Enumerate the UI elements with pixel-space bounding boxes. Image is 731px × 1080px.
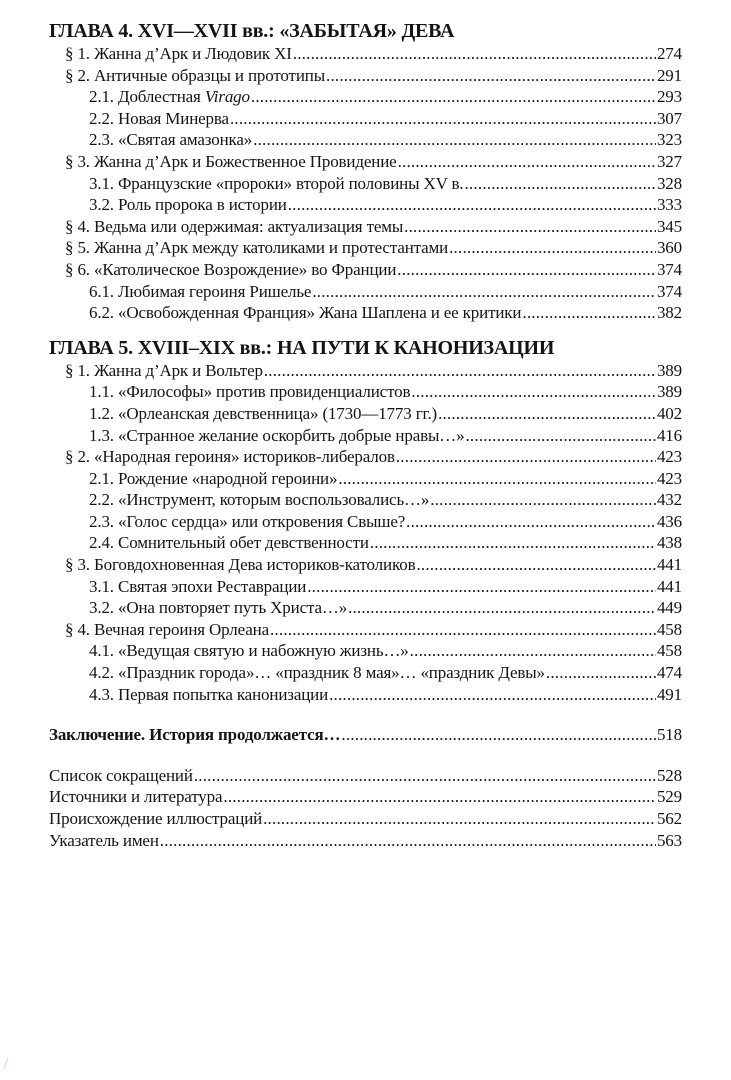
toc-entry: [49, 662, 682, 684]
entry-title: 2.2. «Инструмент, которым воспользовались…»: [89, 490, 430, 510]
entry-page: 562: [656, 809, 682, 828]
entry-title: Происхождение иллюстраций: [49, 809, 263, 828]
toc-entry: [49, 216, 682, 238]
entry-page: 441: [656, 576, 682, 596]
dot-leader: [546, 662, 656, 684]
entry-title: 3.1. Французские «пророки» второй половины XV в.: [89, 173, 464, 193]
entry-page: 528: [656, 765, 682, 785]
dot-leader: [223, 786, 656, 808]
entry-title: § 1. Жанна д’Арк и Людовик XI: [65, 44, 292, 63]
toc-entry: [49, 302, 682, 324]
toc-entry: [49, 446, 682, 468]
toc-entry: [49, 237, 682, 259]
entry-page: 328: [656, 173, 682, 193]
chapter-5-heading: ГЛАВА 5. XVIII–XIX вв.: НА ПУТИ К КАНОНИЗАЦИИ: [49, 336, 555, 359]
entry-title: 2.2. Новая Минерва: [89, 108, 229, 128]
page-corner-mark: [2, 1056, 12, 1070]
toc-entry: [49, 43, 682, 65]
toc-entry: [49, 830, 682, 852]
entry-page: 291: [656, 65, 682, 85]
dot-leader: [251, 86, 656, 108]
entry-title: § 4. Ведьма или одержимая: актуализация темы: [65, 216, 404, 236]
entry-page: 416: [656, 425, 682, 445]
entry-title: 4.3. Первая попытка канонизации: [89, 684, 329, 704]
dot-leader: [338, 468, 656, 490]
entry-page: 423: [656, 447, 682, 467]
entry-page: 563: [656, 830, 682, 850]
toc-entry: [49, 403, 682, 425]
entry-title: 4.1. «Ведущая святую и набожную жизнь…»: [89, 641, 409, 661]
toc-entry: [49, 640, 682, 662]
entry-title: Указатель имен: [49, 830, 159, 850]
entry-title: § 3. Жанна д’Арк и Божественное Провидение: [65, 151, 397, 171]
entry-page: 438: [656, 533, 682, 553]
toc-entry: [49, 194, 682, 216]
toc-entry: [49, 468, 682, 490]
spacer: [49, 324, 682, 336]
dot-leader: [341, 724, 656, 746]
entry-title: § 5. Жанна д’Арк между католиками и протестантами: [65, 238, 449, 258]
entry-title: 2.3. «Голос сердца» или откровения Свыше?: [89, 511, 406, 531]
toc-entry: [49, 684, 682, 706]
entry-title: 2.4. Сомнительный обет девственности: [89, 533, 369, 553]
dot-leader: [370, 532, 656, 554]
entry-title: 1.1. «Философы» против провиденциалистов: [89, 382, 411, 402]
dot-leader: [348, 597, 656, 619]
entry-title: 6.1. Любимая героиня Ришелье: [89, 281, 312, 301]
entry-page: 360: [656, 238, 682, 258]
dot-leader: [264, 360, 656, 382]
toc-entry: [49, 554, 682, 576]
entry-page: 307: [656, 108, 682, 128]
entry-page: 389: [656, 360, 682, 380]
entry-title: § 2. «Народная героиня» историков-либералов: [65, 447, 395, 467]
entry-page: 474: [656, 663, 682, 683]
dot-leader: [160, 830, 656, 852]
entry-title: 1.2. «Орлеанская девственница» (1730—1773 гг.): [89, 403, 438, 423]
toc-entry: [49, 86, 682, 108]
dot-leader: [406, 511, 656, 533]
toc-entry: [49, 173, 682, 195]
dot-leader: [194, 765, 656, 787]
toc-entry: [49, 619, 682, 641]
dot-leader: [449, 237, 656, 259]
italic-word: Virago: [204, 87, 250, 107]
toc-entry: [49, 532, 682, 554]
dot-leader: [396, 446, 656, 468]
dot-leader: [398, 151, 656, 173]
entry-page: 402: [656, 403, 682, 423]
entry-page: 327: [656, 151, 682, 171]
dot-leader: [263, 808, 656, 830]
dot-leader: [230, 108, 656, 130]
dot-leader: [522, 302, 656, 324]
dot-leader: [430, 489, 656, 511]
spacer: [49, 746, 682, 765]
toc-entry: [49, 381, 682, 403]
entry-page: 293: [656, 87, 682, 107]
toc-entry: [49, 151, 682, 173]
entry-title: § 2. Античные образцы и прототипы: [65, 65, 325, 85]
dot-leader: [465, 173, 656, 195]
entry-page: 274: [656, 44, 682, 63]
entry-title: 2.1. Рождение «народной героини»: [89, 468, 338, 488]
entry-title: § 4. Вечная героиня Орлеана: [65, 619, 269, 639]
toc-entry: [49, 489, 682, 511]
dot-leader: [326, 65, 656, 87]
toc-entry: [49, 281, 682, 303]
entry-title: Заключение. История продолжается…: [49, 725, 341, 745]
spacer: [49, 705, 682, 724]
entry-page: 458: [656, 641, 682, 661]
toc-entry: [49, 360, 682, 382]
toc-entry: [49, 597, 682, 619]
dot-leader: [404, 216, 656, 238]
dot-leader: [270, 619, 656, 641]
dot-leader: [416, 554, 655, 576]
toc-entry: [49, 511, 682, 533]
toc-entry: [49, 259, 682, 281]
entry-page: 333: [656, 195, 682, 215]
entry-page: 423: [656, 468, 682, 488]
entry-title: 1.3. «Странное желание оскорбить добрые нравы…»: [89, 425, 465, 445]
conclusion-entry: [49, 724, 682, 746]
dot-leader: [397, 259, 656, 281]
entry-page: 345: [656, 216, 682, 236]
entry-title: 3.2. Роль пророка в истории: [89, 195, 287, 215]
dot-leader: [411, 381, 656, 403]
toc-entry: [49, 576, 682, 598]
entry-title: § 1. Жанна д’Арк и Вольтер: [65, 360, 263, 380]
dot-leader: [329, 684, 656, 706]
entry-page: 374: [656, 259, 682, 279]
entry-page: 432: [656, 490, 682, 510]
dot-leader: [293, 43, 656, 65]
entry-title: Источники и литература: [49, 787, 223, 807]
entry-title: 3.2. «Она повторяет путь Христа…»: [89, 598, 348, 618]
entry-page: 374: [656, 281, 682, 301]
entry-page: 436: [656, 511, 682, 531]
entry-page: 458: [656, 619, 682, 639]
toc-entry: [49, 129, 682, 151]
dot-leader: [438, 403, 656, 425]
toc-entry: [49, 765, 682, 787]
entry-title: 2.3. «Святая амазонка»: [89, 130, 253, 150]
entry-title: § 6. «Католическое Возрождение» во Франции: [65, 259, 397, 279]
entry-page: 449: [656, 598, 682, 618]
entry-title: 6.2. «Освобожденная Франция» Жана Шаплена и ее критики: [89, 303, 522, 323]
entry-title: 4.2. «Праздник города»… «праздник 8 мая»… «праздник Девы»: [89, 663, 545, 683]
toc-entry: [49, 65, 682, 87]
table-of-contents: [49, 19, 682, 851]
toc-entry: [49, 808, 682, 830]
dot-leader: [288, 194, 656, 216]
toc-entry: [49, 425, 682, 447]
entry-page: 323: [656, 130, 682, 150]
entry-title: Список сокращений: [49, 765, 193, 785]
toc-entry: [49, 108, 682, 130]
dot-leader: [307, 576, 656, 598]
entry-title: § 3. Боговдохновенная Дева историков-католиков: [65, 555, 416, 575]
entry-page: 518: [656, 725, 682, 745]
entry-page: 529: [656, 787, 682, 807]
chapter-4-heading: ГЛАВА 4. XVI—XVII вв.: «ЗАБЫТАЯ» ДЕВА: [49, 20, 455, 42]
entry-page: 389: [656, 382, 682, 402]
dot-leader: [312, 281, 656, 303]
dot-leader: [465, 425, 656, 447]
entry-title: 2.1. Доблестная Virago: [89, 87, 250, 107]
entry-page: 441: [656, 555, 682, 575]
dot-leader: [253, 129, 656, 151]
entry-page: 491: [656, 684, 682, 704]
entry-page: 382: [656, 303, 682, 323]
dot-leader: [410, 640, 656, 662]
toc-entry: [49, 786, 682, 808]
entry-title: 3.1. Святая эпохи Реставрации: [89, 576, 307, 596]
